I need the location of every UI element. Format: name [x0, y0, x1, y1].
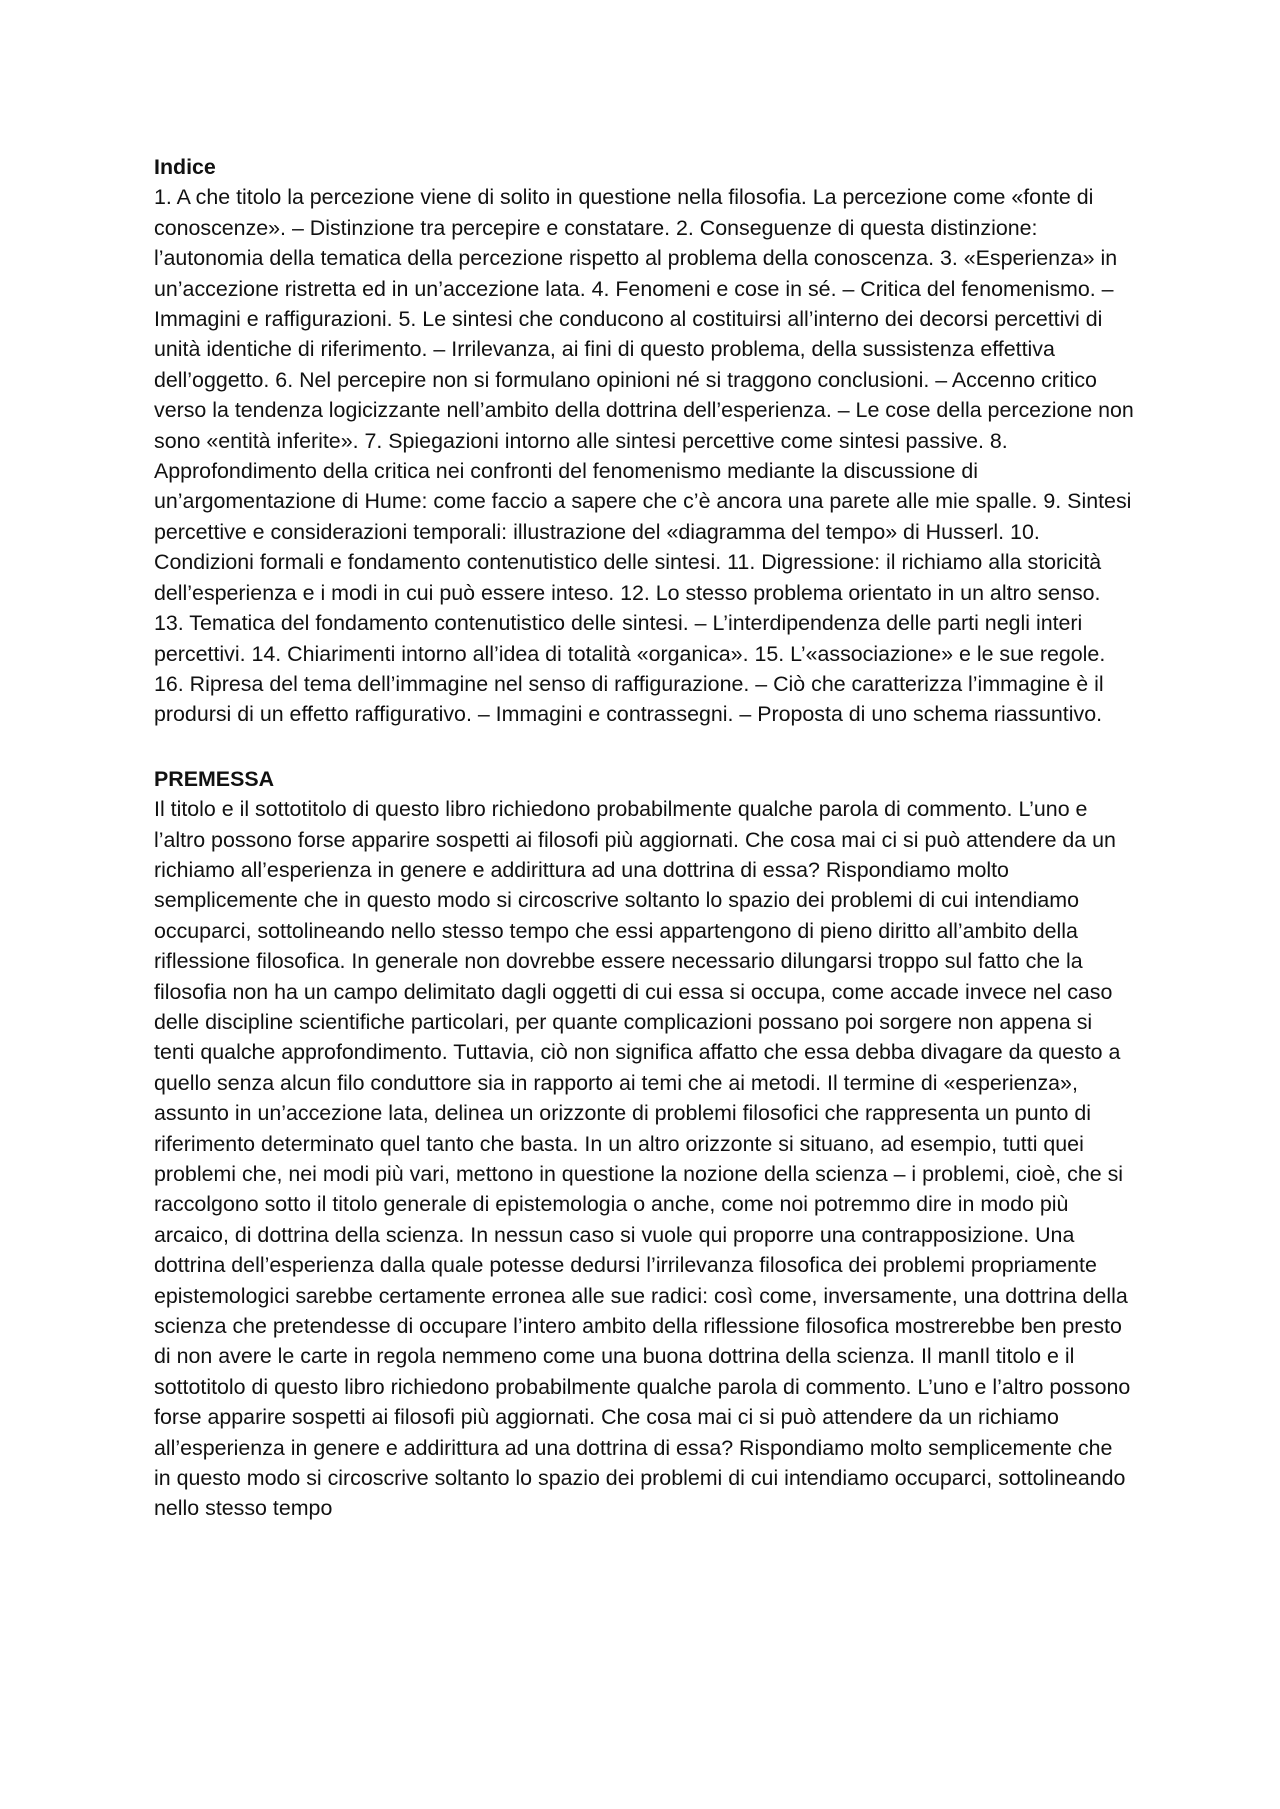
document-page [154, 152, 1134, 1524]
index-text: 1. A che titolo la percezione viene di solito in questione nella filosofia. La percezione come «fonte di conoscenze». – Distinzione tra percepire e constatare. 2. Conseguenze di questa distinzione: l’autonomia della tematica della percezione rispetto al problema della conoscenza. 3. «Esperienza» in un’accezione ristretta ed in un’accezione lata. 4. Fenomeni e cose in sé. – Critica del fenomenismo. – Immagini e raffigurazioni. 5. Le sintesi che conducono al costituirsi all’interno dei decorsi percettivi di unità identiche di riferimento. – Irrilevanza, ai fini di questo problema, della sussistenza effettiva dell’oggetto. 6. Nel percepire non si formulano opinioni né si traggono conclusioni. – Accenno critico verso la tendenza logicizzante nell’ambito della dottrina dell’esperienza. – Le cose della percezione non sono «entità inferite». 7. Spiegazioni intorno alle sintesi percettive come sintesi passive. 8. Approfondimento della critica nei confronti del fenomenismo mediante la discussione di un’argomentazione di Hume: come faccio a sapere che c’è ancora una parete alle mie spalle. 9. Sintesi percettive e considerazioni temporali: illustrazione del «diagramma del tempo» di Husserl. 10. Condizioni formali e fondamento contenutistico delle sintesi. 11. Digressione: il richiamo alla storicità dell’esperienza e i modi in cui può essere inteso. 12. Lo stesso problema orientato in un altro senso. 13. Tematica del fondamento contenutistico delle sintesi. – L’interdipendenza delle parti negli interi percettivi. 14. Chiarimenti intorno all’idea di totalità «organica». 15. L’«associazione» e le sue regole. 16. Ripresa del tema dell’immagine nel senso di raffigurazione. – Ciò che caratterizza l’immagine è il prodursi di un effetto raffigurativo. – Immagini e contrassegni. – Proposta di uno schema riassuntivo. [154, 185, 1134, 727]
index-heading: Indice [154, 155, 216, 179]
premessa-text: Il titolo e il sottotitolo di questo libro richiedono probabilmente qualche parola di commento. L’uno e l’altro possono forse apparire sospetti ai filosofi più aggiornati. Che cosa mai ci si può attendere da un richiamo all’esperienza in genere e addirittura ad una dottrina di essa? Rispondiamo molto semplicemente che in questo modo si circoscrive soltanto lo spazio dei problemi di cui intendiamo occuparci, sottolineando nello stesso tempo che essi appartengono di pieno diritto all’ambito della riflessione filosofica. In generale non dovrebbe essere necessario dilungarsi troppo sul fatto che la filosofia non ha un campo delimitato dagli oggetti di cui essa si occupa, come accade invece nel caso delle discipline scientifiche particolari, per quante complicazioni possano poi sorgere non appena si tenti qualche approfondimento. Tuttavia, ciò non significa affatto che essa debba divagare da questo a quello senza alcun filo conduttore sia in rapporto ai temi che ai metodi. Il termine di «esperienza», assunto in un’accezione lata, delinea un orizzonte di problemi filosofici che rappresenta un punto di riferimento determinato quel tanto che basta. In un altro orizzonte si situano, ad esempio, tutti quei problemi che, nei modi più vari, mettono in questione la nozione della scienza – i problemi, cioè, che si raccolgono sotto il titolo generale di epistemologia o anche, come noi potremmo dire in modo più arcaico, di dottrina della scienza. In nessun caso si vuole qui proporre una contrapposizione. Una dottrina dell’esperienza dalla quale potesse dedursi l’irrilevanza filosofica dei problemi propriamente epistemologici sarebbe certamente erronea alle sue radici: così come, inversamente, una dottrina della scienza che pretendesse di occupare l’intero ambito della riflessione filosofica mostrerebbe ben presto di non avere le carte in regola nemmeno come una buona dottrina della scienza. Il manIl titolo e il sottotitolo di questo libro richiedono probabilmente qualche parola di commento. L’uno e l’altro possono forse apparire sospetti ai filosofi più aggiornati. Che cosa mai ci si può attendere da un richiamo all’esperienza in genere e addirittura ad una dottrina di essa? Rispondiamo molto semplicemente che in questo modo si circoscrive soltanto lo spazio dei problemi di cui intendiamo occuparci, sottolineando nello stesso tempo [154, 797, 1131, 1521]
section-spacer [154, 730, 1134, 764]
premessa-heading: PREMESSA [154, 766, 275, 791]
